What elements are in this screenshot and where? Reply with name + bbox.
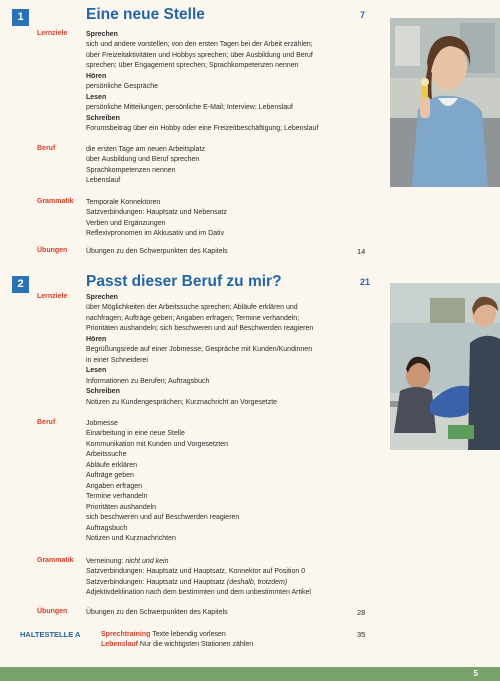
section-label-beruf: Beruf — [37, 419, 56, 426]
grammatik-line: Verneinung: nicht und kein — [86, 558, 169, 565]
lernziele-line: Prioritäten aushandeln; sich beschweren und auf Beschwerden reagieren — [86, 325, 314, 333]
uebungen-line[interactable]: Übungen zu den Schwerpunkten des Kapitels — [86, 248, 228, 255]
beruf-line: Lebenslauf — [86, 177, 121, 185]
beruf-line: Notizen und Kurznachrichten — [86, 534, 176, 542]
uebungen-page-number[interactable]: 14 — [357, 247, 366, 256]
lernziele-line: nachfragen; Aufträge geben; Angaben erfragen; Termine verhandeln; — [86, 314, 300, 322]
lernziele-line: in einer Schneiderei — [86, 356, 148, 364]
beruf-line: die ersten Tage am neuen Arbeitsplatz — [86, 146, 205, 153]
lernziele-line: Lesen — [86, 93, 107, 101]
haltestelle-item: Lebenslauf Nur die wichtigsten Stationen zählen — [101, 641, 254, 649]
lernziele-line: Schreiben — [86, 114, 120, 122]
beruf-line: Abläufe erklären — [86, 461, 137, 469]
beruf-line: sich beschweren und auf Beschwerden reagieren — [86, 514, 240, 522]
lernziele-line: über Möglichkeiten der Arbeitssuche sprechen; Abläufe erklären und — [86, 304, 298, 312]
uebungen-line[interactable]: Übungen zu den Schwerpunkten des Kapitels — [86, 609, 228, 616]
section-label-uebungen: Übungen — [37, 608, 68, 615]
uebungen-page-number[interactable]: 28 — [357, 608, 366, 617]
beruf-line: Aufträge geben — [86, 472, 134, 480]
lernziele-line: über Freizeitaktivitäten und Hobbys sprechen; über Ausbildung und Beruf — [86, 51, 313, 59]
page-number: 5 — [473, 669, 478, 678]
lernziele-line: sich und andere vorstellen; von den ersten Tagen bei der Arbeit erzählen; — [86, 41, 313, 49]
beruf-line: Termine verhandeln — [86, 493, 148, 501]
chapter-page-number[interactable]: 21 — [360, 277, 371, 287]
grammatik-emphasis: (deshalb, trotzdem) — [226, 578, 288, 586]
grammatik-emphasis: nicht und kein — [125, 558, 169, 565]
footer-bar — [0, 667, 500, 681]
section-label-grammatik: Grammatik — [37, 198, 74, 205]
lernziele-line: Forumsbeitrag über ein Hobby oder eine Freizeitbeschäftigung; Lebenslauf — [86, 125, 319, 133]
beruf-line: Einarbeitung in eine neue Stelle — [86, 430, 185, 438]
lernziele-line: Schreiben — [86, 388, 120, 396]
grammatik-line: Satzverbindungen: Hauptsatz und Hauptsatz (deshalb, trotzdem) — [86, 578, 288, 586]
section-label-uebungen: Übungen — [37, 247, 68, 254]
grammatik-line: Satzverbindungen: Hauptsatz und Nebensatz — [86, 209, 227, 217]
lernziele-line: Notizen zu Kundengesprächen; Kurznachricht an Vorgesetzte — [86, 398, 278, 406]
grammatik-line: Verben und Ergänzungen — [86, 219, 166, 227]
grammatik-line: Satzverbindungen: Hauptsatz und Hauptsatz, Konnektor auf Position 0 — [86, 568, 306, 576]
lernziele-line: persönliche Gespräche — [86, 83, 158, 91]
beruf-line: Auftragsbuch — [86, 524, 128, 532]
grammatik-line: Adjektivdeklination nach dem bestimmten und dem unbestimmten Artikel — [86, 589, 311, 597]
haltestelle-item-name: Sprechtraining — [101, 631, 151, 638]
beruf-line: Sprachkompetenzen nennen — [86, 166, 176, 174]
lernziele-line: Begrüßungsrede auf einer Jobmesse; Gespräche mit Kunden/Kundinnen — [86, 346, 313, 354]
chapter-photo-tailor-workshop — [390, 283, 500, 450]
chapter-title[interactable]: Eine neue Stelle — [86, 6, 205, 23]
chapter-number-badge: 1 — [12, 9, 29, 26]
section-label-lernziele: Lernziele — [37, 30, 68, 37]
chapter-number-badge: 2 — [12, 276, 29, 293]
beruf-line: Angaben erfragen — [86, 482, 143, 490]
beruf-line: über Ausbildung und Beruf sprechen — [86, 156, 200, 164]
lernziele-line: sprechen; über Engagement sprechen; Sprachkompetenzen nennen — [86, 62, 299, 70]
grammatik-line: Temporale Konnektoren — [86, 199, 161, 206]
section-label-beruf: Beruf — [37, 145, 56, 152]
haltestelle-item: Sprechtraining Texte lebendig vorlesen — [101, 631, 226, 638]
grammatik-line: Reflexivpronomen im Akkusativ und im Dativ — [86, 230, 225, 238]
haltestelle-item-name: Lebenslauf — [101, 641, 138, 649]
lernziele-line: Sprechen — [86, 294, 118, 301]
beruf-line: Prioritäten aushandeln — [86, 503, 157, 511]
lernziele-line: persönliche Mitteilungen; persönliche E-Mail; Interview; Lebenslauf — [86, 104, 293, 112]
lernziele-line: Hören — [86, 335, 107, 343]
beruf-line: Arbeitssuche — [86, 451, 127, 459]
section-label-grammatik: Grammatik — [37, 557, 74, 564]
lernziele-line: Hören — [86, 72, 107, 80]
chapter-photo-woman-with-microphone — [390, 18, 500, 187]
lernziele-line: Sprechen — [86, 31, 118, 38]
beruf-line: Kommunikation mit Kunden und Vorgesetzten — [86, 440, 229, 448]
lernziele-line: Lesen — [86, 367, 107, 375]
chapter-page-number[interactable]: 7 — [360, 10, 366, 20]
haltestelle-page-number[interactable]: 35 — [357, 630, 366, 639]
beruf-line: Jobmesse — [86, 420, 118, 427]
section-label-lernziele: Lernziele — [37, 293, 68, 300]
chapter-title[interactable]: Passt dieser Beruf zu mir? — [86, 273, 282, 290]
haltestelle-label[interactable]: HALTESTELLE A — [20, 630, 81, 639]
lernziele-line: Informationen zu Berufen; Auftragsbuch — [86, 377, 210, 385]
